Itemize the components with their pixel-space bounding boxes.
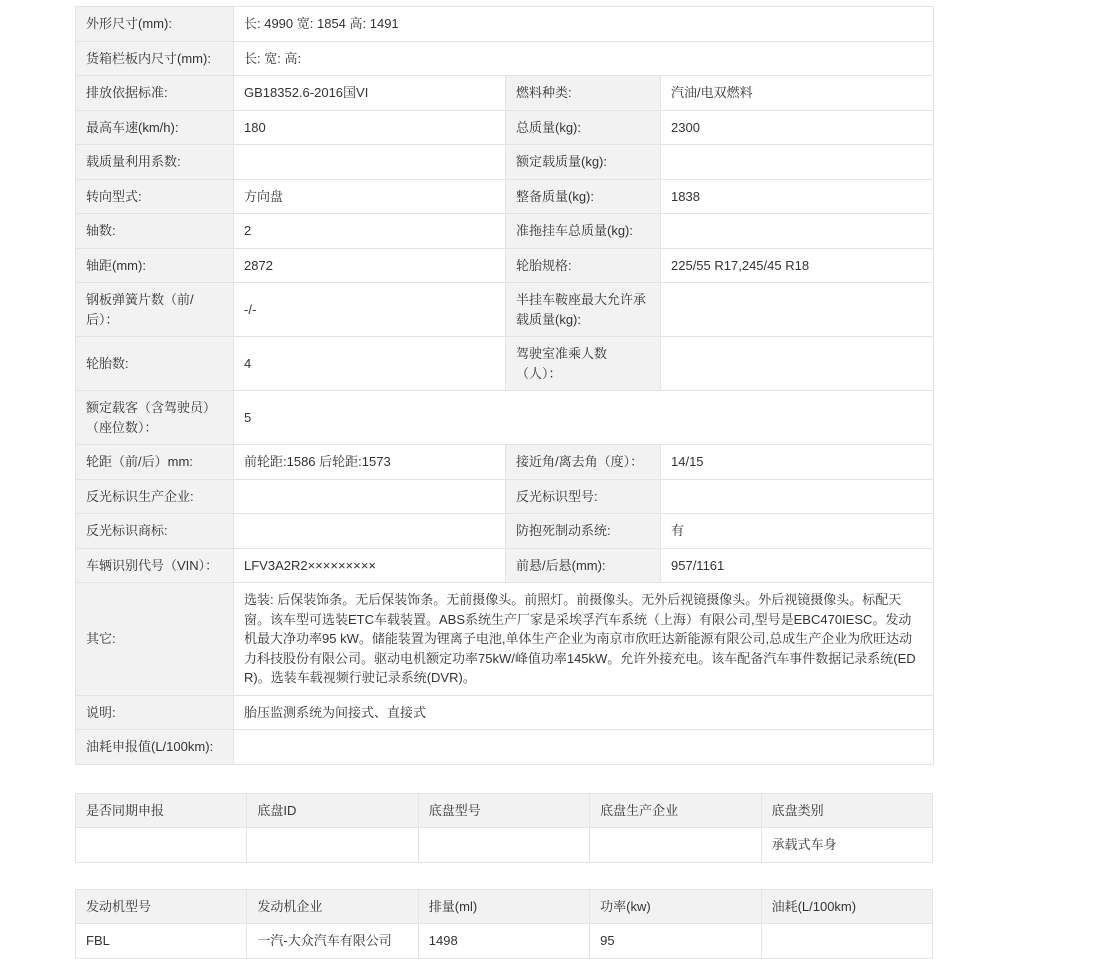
- chassis-header-cell: 底盘生产企业: [590, 793, 761, 828]
- spec-value: 前轮距:1586 后轮距:1573: [234, 445, 506, 480]
- spec-value: [234, 514, 506, 549]
- chassis-table: [75, 793, 933, 863]
- spec-value: 5: [234, 391, 934, 445]
- spec-row: [76, 7, 934, 42]
- spec-label: 说明:: [76, 695, 234, 730]
- spec-value: 汽油/电双燃料: [661, 76, 934, 111]
- spec-row: [76, 283, 934, 337]
- chassis-table-head: [76, 793, 933, 828]
- spec-label: 最高车速(km/h):: [76, 110, 234, 145]
- spec-value: 225/55 R17,245/45 R18: [661, 248, 934, 283]
- engine-data-row: [76, 924, 933, 959]
- spec-label: 反光标识型号:: [506, 479, 661, 514]
- spec-row: [76, 76, 934, 111]
- chassis-data-cell: [590, 828, 761, 863]
- spec-label: 排放依据标准:: [76, 76, 234, 111]
- engine-data-cell: 1498: [418, 924, 589, 959]
- spec-value: [234, 145, 506, 180]
- vehicle-spec-table: [75, 6, 934, 765]
- engine-header-cell: 发动机型号: [76, 889, 247, 924]
- spec-value: -/-: [234, 283, 506, 337]
- chassis-header-cell: 底盘类别: [761, 793, 932, 828]
- spec-label: 驾驶室准乘人数（人）：: [506, 337, 661, 391]
- engine-header-cell: 排量(ml): [418, 889, 589, 924]
- spec-label: 反光标识生产企业:: [76, 479, 234, 514]
- spec-row: [76, 479, 934, 514]
- chassis-header-cell: 是否同期申报: [76, 793, 247, 828]
- spec-label: 载质量利用系数:: [76, 145, 234, 180]
- spec-row: [76, 391, 934, 445]
- spec-label: 整备质量(kg):: [506, 179, 661, 214]
- spec-label: 燃料种类:: [506, 76, 661, 111]
- spec-label: 总质量(kg):: [506, 110, 661, 145]
- engine-data-cell: [761, 924, 932, 959]
- spec-row: [76, 214, 934, 249]
- chassis-header-cell: 底盘ID: [247, 793, 418, 828]
- spec-value: 957/1161: [661, 548, 934, 583]
- chassis-data-cell: 承载式车身: [761, 828, 932, 863]
- page-content: [75, 6, 933, 959]
- spec-value: 1838: [661, 179, 934, 214]
- engine-header-row: [76, 889, 933, 924]
- spec-row: [76, 145, 934, 180]
- spec-value: [661, 145, 934, 180]
- spec-value: [661, 479, 934, 514]
- chassis-header-cell: 底盘型号: [418, 793, 589, 828]
- spec-label: 额定载客（含驾驶员）（座位数）：: [76, 391, 234, 445]
- engine-table-head: [76, 889, 933, 924]
- engine-table: [75, 889, 933, 959]
- engine-data-cell: FBL: [76, 924, 247, 959]
- engine-header-cell: 功率(kw): [590, 889, 761, 924]
- spec-value: 长: 宽: 高:: [234, 41, 934, 76]
- spec-label: 其它:: [76, 583, 234, 696]
- vehicle-spec-table-body: [76, 7, 934, 765]
- spec-label: 防抱死制动系统:: [506, 514, 661, 549]
- spec-label: 外形尺寸(mm):: [76, 7, 234, 42]
- engine-table-body: [76, 924, 933, 959]
- spec-row: [76, 248, 934, 283]
- engine-data-cell: 一汽-大众汽车有限公司: [247, 924, 418, 959]
- engine-header-cell: 发动机企业: [247, 889, 418, 924]
- chassis-header-row: [76, 793, 933, 828]
- spec-row: [76, 179, 934, 214]
- spec-value: 有: [661, 514, 934, 549]
- spec-row: [76, 695, 934, 730]
- spec-value: [661, 214, 934, 249]
- chassis-data-cell: [247, 828, 418, 863]
- spec-label: 转向型式:: [76, 179, 234, 214]
- chassis-data-cell: [76, 828, 247, 863]
- spec-row: [76, 337, 934, 391]
- spec-value: 14/15: [661, 445, 934, 480]
- spec-row: [76, 548, 934, 583]
- spec-label: 准拖挂车总质量(kg):: [506, 214, 661, 249]
- spec-label: 车辆识别代号（VIN）：: [76, 548, 234, 583]
- spec-value: 180: [234, 110, 506, 145]
- spec-row: [76, 514, 934, 549]
- spec-label: 钢板弹簧片数（前/后）：: [76, 283, 234, 337]
- spec-value: 2: [234, 214, 506, 249]
- spec-row: [76, 583, 934, 696]
- spec-label: 货箱栏板内尺寸(mm):: [76, 41, 234, 76]
- spec-row: [76, 110, 934, 145]
- spec-label: 反光标识商标:: [76, 514, 234, 549]
- spec-value: [661, 337, 934, 391]
- spec-value: 胎压监测系统为间接式、直接式: [234, 695, 934, 730]
- spec-row: [76, 41, 934, 76]
- spec-value: 方向盘: [234, 179, 506, 214]
- spec-value: 长: 4990 宽: 1854 高: 1491: [234, 7, 934, 42]
- chassis-table-body: [76, 828, 933, 863]
- spec-value: 4: [234, 337, 506, 391]
- spec-value: [234, 479, 506, 514]
- spec-value: GB18352.6-2016国VI: [234, 76, 506, 111]
- spec-label: 轮胎数:: [76, 337, 234, 391]
- engine-data-cell: 95: [590, 924, 761, 959]
- spec-label: 油耗申报值(L/100km):: [76, 730, 234, 765]
- spec-row: [76, 730, 934, 765]
- spec-value: 2300: [661, 110, 934, 145]
- spec-label: 接近角/离去角（度）：: [506, 445, 661, 480]
- spec-value: [661, 283, 934, 337]
- spec-value: [234, 730, 934, 765]
- spec-value: 选装: 后保装饰条。无后保装饰条。无前摄像头。前照灯。前摄像头。无外后视镜摄像头。外后视镜摄像头。标配天窗。该车型可选装ETC车载装置。ABS系统生产厂家是采埃孚汽车系统（上海）有限公司,型号是EBC470IESC。发动机最大净功率95 kW。储能装置为锂离子电池,单体生产企业为南京市欣旺达新能源有限公司,总成生产企业为欣旺达动力科技股份有限公司。驱动电机额定功率75kW/峰值功率145kW。允许外接充电。该车配备汽车事件数据记录系统(EDR)。选装车载视频行驶记录系统(DVR)。: [234, 583, 934, 696]
- spec-label: 半挂车鞍座最大允许承载质量(kg):: [506, 283, 661, 337]
- spec-row: [76, 445, 934, 480]
- spec-label: 轴距(mm):: [76, 248, 234, 283]
- spec-label: 轮胎规格:: [506, 248, 661, 283]
- spec-value: LFV3A2R2×××××××××: [234, 548, 506, 583]
- chassis-data-row: [76, 828, 933, 863]
- chassis-data-cell: [418, 828, 589, 863]
- engine-header-cell: 油耗(L/100km): [761, 889, 932, 924]
- spec-label: 额定载质量(kg):: [506, 145, 661, 180]
- spec-label: 轴数:: [76, 214, 234, 249]
- spec-value: 2872: [234, 248, 506, 283]
- spec-label: 前悬/后悬(mm):: [506, 548, 661, 583]
- spec-label: 轮距（前/后）mm:: [76, 445, 234, 480]
